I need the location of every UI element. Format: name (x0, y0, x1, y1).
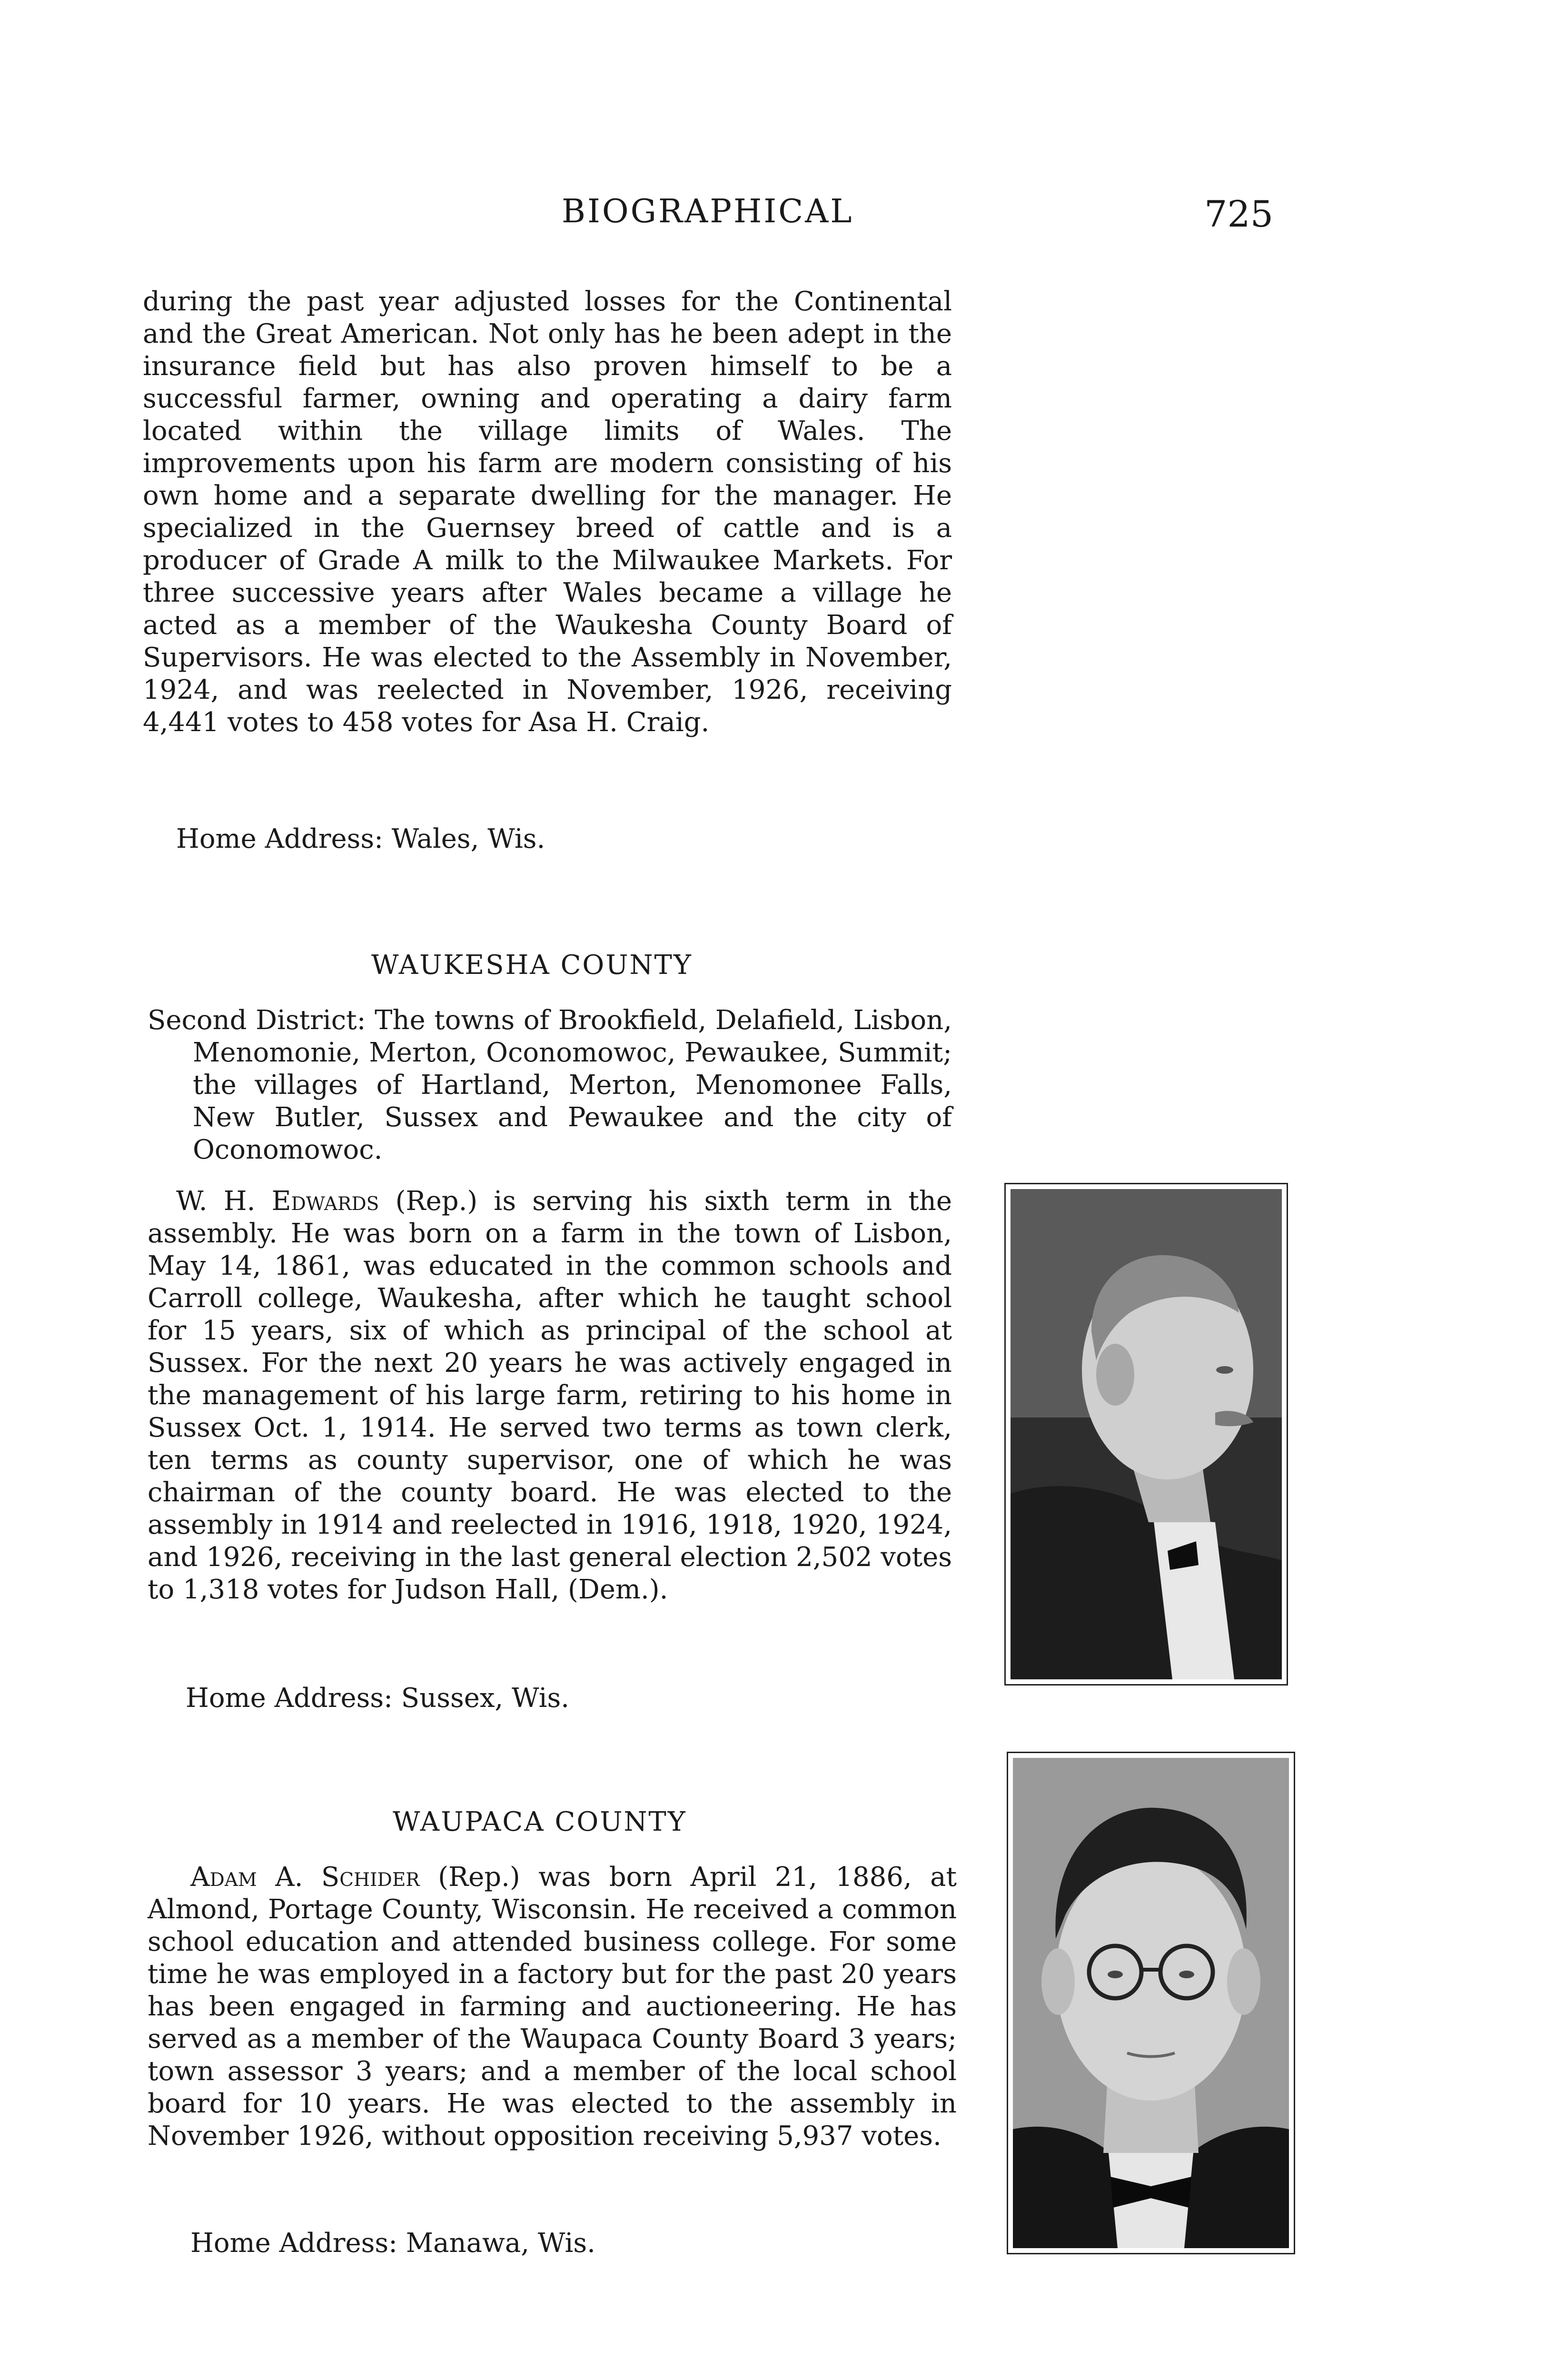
bio-text-schider: (Rep.) was born April 21, 1886, at Almond, Portage County, Wisconsin. He received a common school education and attended business college. For some time he was employed in a factory but for the past 20 years has been engaged in farming and auctioneering. He has served as a member of the Waupaca County Board 3 years; town assessor 3 years; and a member of the local school board for 10 years. He was elected to the assembly in November 1926, without opposition receiving 5,937 votes. (148, 1862, 957, 2152)
biography-schider (148, 1861, 957, 2152)
member-name-schider: Adam A. Schider (190, 1862, 420, 1893)
bio-text-edwards: (Rep.) is serving his sixth term in the assembly. He was born on a farm in the town of Lisbon, May 14, 1861, was educated in the common schools and Carroll college, Waukesha, after which he taught school for 15 years, six of which as principal of the school at Sussex. For the next 20 years he was actively engaged in the management of his large farm, retiring to his home in Sussex Oct. 1, 1914. He served two terms as town clerk, ten terms as county supervisor, one of which he was chairman of the county board. He was elected to the assembly in 1914 and reelected in 1916, 1918, 1920, 1924, and 1926, receiving in the last general election 2,502 votes to 1,318 votes for Judson Hall, (Dem.). (148, 1186, 952, 1605)
home-address-sussex: Home Address: Sussex, Wis. (186, 1683, 570, 1714)
home-address-manawa: Home Address: Manawa, Wis. (190, 2228, 595, 2259)
county-heading-waupaca: WAUPACA COUNTY (393, 1806, 687, 1837)
portrait-schider (1007, 1752, 1295, 2254)
portrait-schider-image (1013, 1758, 1289, 2248)
county-heading-waukesha: WAUKESHA COUNTY (371, 950, 693, 981)
district-text: Second District: The towns of Brookfield, Delafield, Lisbon, Menomonie, Merton, Oconomowoc, Pewaukee, Summit; the villages of Hartland, Merton, Menomonee Falls, New Butler, Sussex and Pewaukee and the city of Oconomowoc. (148, 1005, 952, 1165)
member-name-edwards: W. H. Edwards (176, 1186, 379, 1217)
district-description (148, 1004, 952, 1166)
running-header: BIOGRAPHICAL (562, 193, 854, 230)
page-number: 725 (1204, 193, 1274, 235)
portrait-edwards (1004, 1183, 1288, 1686)
continued-biography: during the past year adjusted losses for the Continental and the Great American. Not only has he been adept in the insurance field but has also proven himself to be a successful farmer, owning and operating a dairy farm located within the village limits of Wales. The improvements upon his farm are modern consisting of his own home and a separate dwelling for the manager. He specialized in the Guernsey breed of cattle and is a producer of Grade A milk to the Milwaukee Markets. For three successive years after Wales became a village he acted as a member of the Waukesha County Board of Supervisors. He was elected to the Assembly in November, 1924, and was reelected in November, 1926, receiving 4,441 votes to 458 votes for Asa H. Craig. (143, 286, 952, 738)
home-address-wales: Home Address: Wales, Wis. (176, 823, 545, 854)
biography-edwards (148, 1185, 952, 1606)
portrait-edwards-image (1011, 1189, 1282, 1679)
